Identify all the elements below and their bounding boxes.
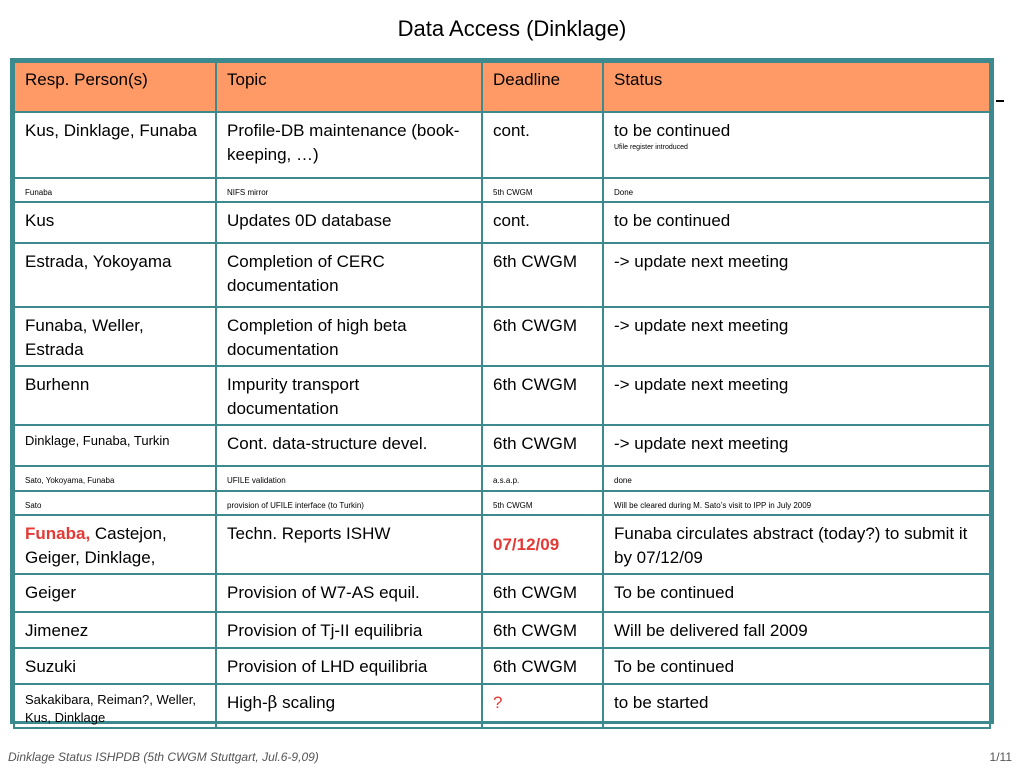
table-row — [14, 648, 990, 684]
table-row — [14, 307, 990, 366]
cell-topic: Profile-DB maintenance (book-keeping, …) — [216, 112, 482, 178]
table-row — [14, 366, 990, 425]
cell-deadline: 6th CWGM — [482, 307, 603, 366]
person-highlight: Funaba, — [25, 524, 91, 543]
cell-status: to be continued — [603, 202, 990, 243]
slide-title: Data Access (Dinklage) — [397, 16, 627, 41]
cell-deadline: 6th CWGM — [482, 425, 603, 466]
cell-person: Estrada, Yokoyama — [14, 243, 216, 307]
cell-status: -> update next meeting — [603, 307, 990, 366]
cell-topic: Techn. Reports ISHW — [216, 515, 482, 574]
cell-topic: Provision of W7-AS equil. — [216, 574, 482, 612]
cell-deadline: cont. — [482, 202, 603, 243]
topic-suffix: scaling — [277, 693, 336, 712]
cell-deadline: 6th CWGM — [482, 243, 603, 307]
cell-deadline: 6th CWGM — [482, 612, 603, 648]
cell-deadline: ? — [482, 684, 603, 728]
cell-topic: Provision of LHD equilibria — [216, 648, 482, 684]
cell-person: Burhenn — [14, 366, 216, 425]
cell-status: done — [603, 466, 990, 491]
topic-prefix: High- — [227, 693, 268, 712]
table-header-row — [14, 62, 990, 112]
cell-person: Funaba, Weller, Estrada — [14, 307, 216, 366]
cell-deadline: 6th CWGM — [482, 574, 603, 612]
table-row — [14, 515, 990, 574]
cell-topic: NIFS mirror — [216, 178, 482, 202]
table-row — [14, 178, 990, 202]
table-row — [14, 202, 990, 243]
cell-topic: Completion of high beta documentation — [216, 307, 482, 366]
beta-symbol: β — [267, 693, 278, 713]
table-row — [14, 612, 990, 648]
table-row — [14, 112, 990, 178]
header-status: Status — [603, 62, 990, 112]
cell-topic: Provision of Tj-II equilibria — [216, 612, 482, 648]
status-text: to be continued — [614, 121, 731, 140]
cell-person: Sato — [14, 491, 216, 515]
header-deadline: Deadline — [482, 62, 603, 112]
cell-deadline: 6th CWGM — [482, 648, 603, 684]
cell-status: Will be delivered fall 2009 — [603, 612, 990, 648]
cell-deadline: 5th CWGM — [482, 178, 603, 202]
cell-deadline: 5th CWGM — [482, 491, 603, 515]
footer-left: Dinklage Status ISHPDB (5th CWGM Stuttgart, Jul.6-9,09) — [8, 750, 319, 764]
table-row — [14, 491, 990, 515]
cell-status: To be continued — [603, 574, 990, 612]
cell-person — [14, 515, 216, 574]
cell-status — [603, 112, 990, 178]
table-row — [14, 574, 990, 612]
data-access-table — [10, 58, 994, 724]
cell-person: Sato, Yokoyama, Funaba — [14, 466, 216, 491]
decorative-tick — [996, 100, 1004, 102]
cell-topic: Impurity transport documentation — [216, 366, 482, 425]
cell-topic — [216, 684, 482, 728]
header-topic: Topic — [216, 62, 482, 112]
table-row — [14, 466, 990, 491]
cell-person: Dinklage, Funaba, Turkin — [14, 425, 216, 466]
cell-person: Kus — [14, 202, 216, 243]
cell-deadline: 6th CWGM — [482, 366, 603, 425]
table-row — [14, 684, 990, 728]
cell-person: Kus, Dinklage, Funaba — [14, 112, 216, 178]
cell-deadline: 07/12/09 — [482, 515, 603, 574]
cell-person: Funaba — [14, 178, 216, 202]
status-note: Ufile register introduced — [614, 144, 688, 151]
cell-person: Suzuki — [14, 648, 216, 684]
person-rest: Castejon, Geiger, Dinklage, — [25, 524, 167, 567]
cell-status: -> update next meeting — [603, 425, 990, 466]
table-row — [14, 243, 990, 307]
cell-deadline: a.s.a.p. — [482, 466, 603, 491]
cell-status: to be started — [603, 684, 990, 728]
cell-status: Funaba circulates abstract (today?) to submit it by 07/12/09 — [603, 515, 990, 574]
cell-topic: UFILE validation — [216, 466, 482, 491]
cell-status: Will be cleared during M. Sato’s visit to IPP in July 2009 — [603, 491, 990, 515]
cell-topic: Cont. data-structure devel. — [216, 425, 482, 466]
header-resp-person: Resp. Person(s) — [14, 62, 216, 112]
cell-deadline: cont. — [482, 112, 603, 178]
cell-topic: provision of UFILE interface (to Turkin) — [216, 491, 482, 515]
cell-status: -> update next meeting — [603, 366, 990, 425]
table-row — [14, 425, 990, 466]
cell-topic: Completion of CERC documentation — [216, 243, 482, 307]
cell-status: -> update next meeting — [603, 243, 990, 307]
cell-person: Geiger — [14, 574, 216, 612]
cell-status: Done — [603, 178, 990, 202]
page-number: 1/11 — [989, 750, 1012, 764]
cell-topic: Updates 0D database — [216, 202, 482, 243]
cell-person: Sakakibara, Reiman?, Weller, Kus, Dinklage — [14, 684, 216, 728]
cell-status: To be continued — [603, 648, 990, 684]
cell-person: Jimenez — [14, 612, 216, 648]
